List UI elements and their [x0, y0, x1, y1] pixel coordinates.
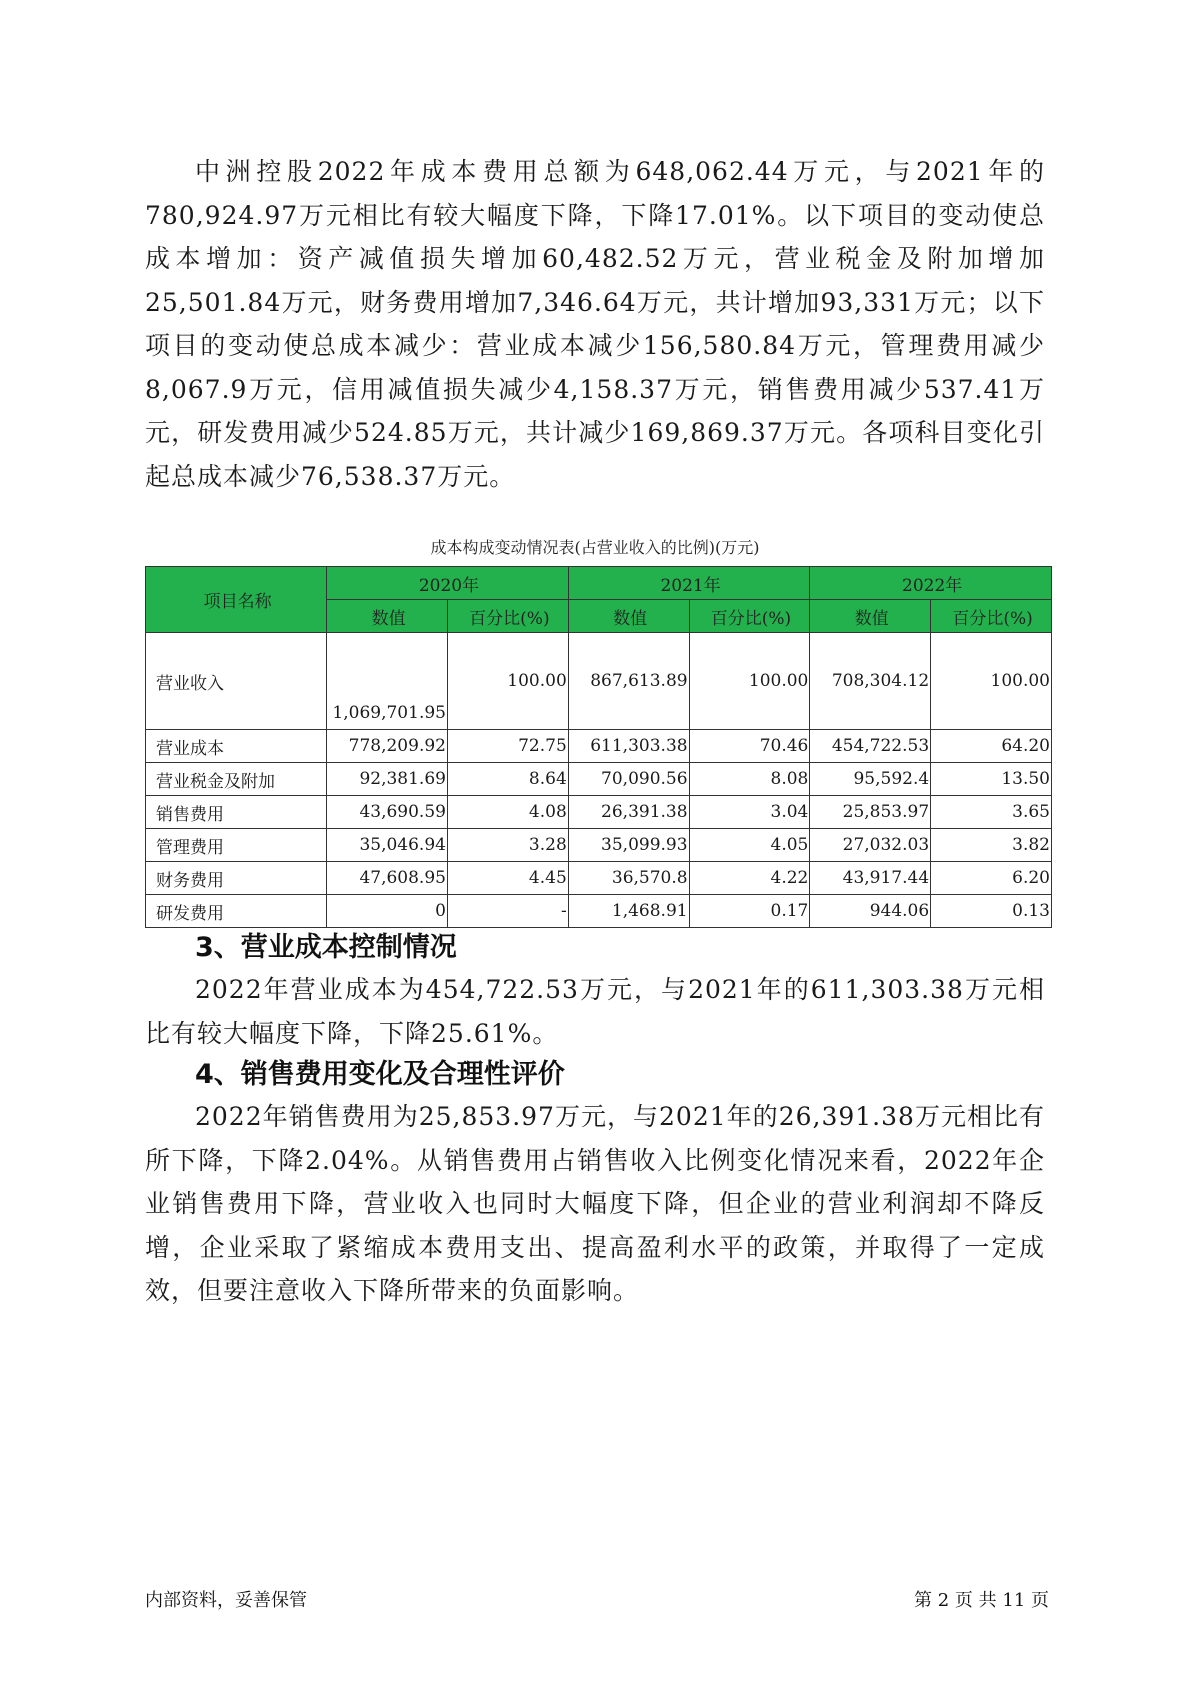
header-value: 数值 — [327, 600, 448, 633]
header-pct: 百分比(%) — [447, 600, 568, 633]
header-value: 数值 — [810, 600, 931, 633]
table-cell: 70,090.56 — [568, 763, 689, 796]
table-cell: 611,303.38 — [568, 730, 689, 763]
table-row — [146, 895, 1052, 928]
header-pct: 百分比(%) — [689, 600, 810, 633]
section-3-heading: 3、营业成本控制情况 — [195, 932, 457, 963]
table-cell: 64.20 — [931, 730, 1052, 763]
table-row — [146, 796, 1052, 829]
table-cell: 72.75 — [447, 730, 568, 763]
header-item-name: 项目名称 — [146, 567, 327, 633]
row-name: 研发费用 — [146, 895, 327, 928]
table-cell: 4.22 — [689, 862, 810, 895]
table-cell: 3.04 — [689, 796, 810, 829]
section-3-paragraph: 2022年营业成本为454,722.53万元，与2021年的611,303.38万元相比有较大幅度下降，下降25.61%。 — [145, 975, 1045, 1048]
table-cell: 1,468.91 — [568, 895, 689, 928]
header-pct: 百分比(%) — [931, 600, 1052, 633]
table-cell: 0.17 — [689, 895, 810, 928]
table-cell: 454,722.53 — [810, 730, 931, 763]
table-cell: 3.65 — [931, 796, 1052, 829]
footer-confidential-note: 内部资料，妥善保管 — [145, 1590, 307, 1611]
row-name: 管理费用 — [146, 829, 327, 862]
table-cell: 778,209.92 — [327, 730, 448, 763]
table-caption: 成本构成变动情况表(占营业收入的比例)(万元) — [430, 538, 760, 557]
footer-page-number: 第 2 页 共 11 页 — [914, 1590, 1049, 1611]
row-name: 营业成本 — [146, 730, 327, 763]
table-cell: 8.64 — [447, 763, 568, 796]
table-row — [146, 730, 1052, 763]
table-cell: 95,592.4 — [810, 763, 931, 796]
table-cell: 70.46 — [689, 730, 810, 763]
row-name: 销售费用 — [146, 796, 327, 829]
table-cell: 4.45 — [447, 862, 568, 895]
table-cell: 100.00 — [447, 633, 568, 730]
row-name: 营业收入 — [146, 633, 327, 730]
table-cell — [327, 633, 448, 730]
header-year-2021: 2021年 — [568, 567, 810, 600]
table-row — [146, 862, 1052, 895]
table-cell: 26,391.38 — [568, 796, 689, 829]
section-4-paragraph: 2022年销售费用为25,853.97万元，与2021年的26,391.38万元相比有所下降，下降2.04%。从销售费用占销售收入比例变化情况来看，2022年企业销售费用下降，营业收入也同时大幅度下降，但企业的营业利润却不降反增，企业采取了紧缩成本费用支出、提高盈利水平的政策，并取得了一定成效，但要注意收入下降所带来的负面影响。 — [145, 1102, 1045, 1305]
table-cell: 6.20 — [931, 862, 1052, 895]
table-cell: 92,381.69 — [327, 763, 448, 796]
table-cell: 944.06 — [810, 895, 931, 928]
table-cell: - — [447, 895, 568, 928]
table-cell: 100.00 — [689, 633, 810, 730]
table-cell: 25,853.97 — [810, 796, 931, 829]
table-cell: 27,032.03 — [810, 829, 931, 862]
header-year-2020: 2020年 — [327, 567, 569, 600]
row-name: 营业税金及附加 — [146, 763, 327, 796]
header-value: 数值 — [568, 600, 689, 633]
header-year-2022: 2022年 — [810, 567, 1052, 600]
table-cell: 3.82 — [931, 829, 1052, 862]
table-cell: 3.28 — [447, 829, 568, 862]
page-content — [145, 150, 1050, 1313]
intro-paragraph: 中洲控股2022年成本费用总额为648,062.44万元，与2021年的780,924.97万元相比有较大幅度下降，下降17.01%。以下项目的变动使总成本增加：资产减值损失增加60,482.52万元，营业税金及附加增加25,501.84万元，财务费用增加7,346.64万元，共计增加93,331万元；以下项目的变动使总成本减少：营业成本减少156,580.84万元，管理费用减少8,067.9万元，信用减值损失减少4,158.37万元，销售费用减少537.41万元，研发费用减少524.85万元，共计减少169,869.37万元。各项科目变化引起总成本减少76,538.37万元。 — [145, 157, 1045, 491]
cell-value: 1,069,701.95 — [332, 703, 446, 723]
table-cell: 35,099.93 — [568, 829, 689, 862]
table-cell: 0 — [327, 895, 448, 928]
table-cell: 100.00 — [931, 633, 1052, 730]
table-cell: 43,690.59 — [327, 796, 448, 829]
row-name: 财务费用 — [146, 862, 327, 895]
table-cell: 13.50 — [931, 763, 1052, 796]
table-cell: 35,046.94 — [327, 829, 448, 862]
table-row — [146, 829, 1052, 862]
table-cell: 4.05 — [689, 829, 810, 862]
table-cell: 867,613.89 — [568, 633, 689, 730]
cost-structure-table — [145, 566, 1052, 928]
section-4-heading: 4、销售费用变化及合理性评价 — [195, 1059, 565, 1090]
table-cell: 36,570.8 — [568, 862, 689, 895]
table-cell: 8.08 — [689, 763, 810, 796]
table-cell: 4.08 — [447, 796, 568, 829]
table-cell: 0.13 — [931, 895, 1052, 928]
table-row — [146, 633, 1052, 730]
table-cell: 47,608.95 — [327, 862, 448, 895]
table-row — [146, 763, 1052, 796]
table-cell: 43,917.44 — [810, 862, 931, 895]
table-cell: 708,304.12 — [810, 633, 931, 730]
